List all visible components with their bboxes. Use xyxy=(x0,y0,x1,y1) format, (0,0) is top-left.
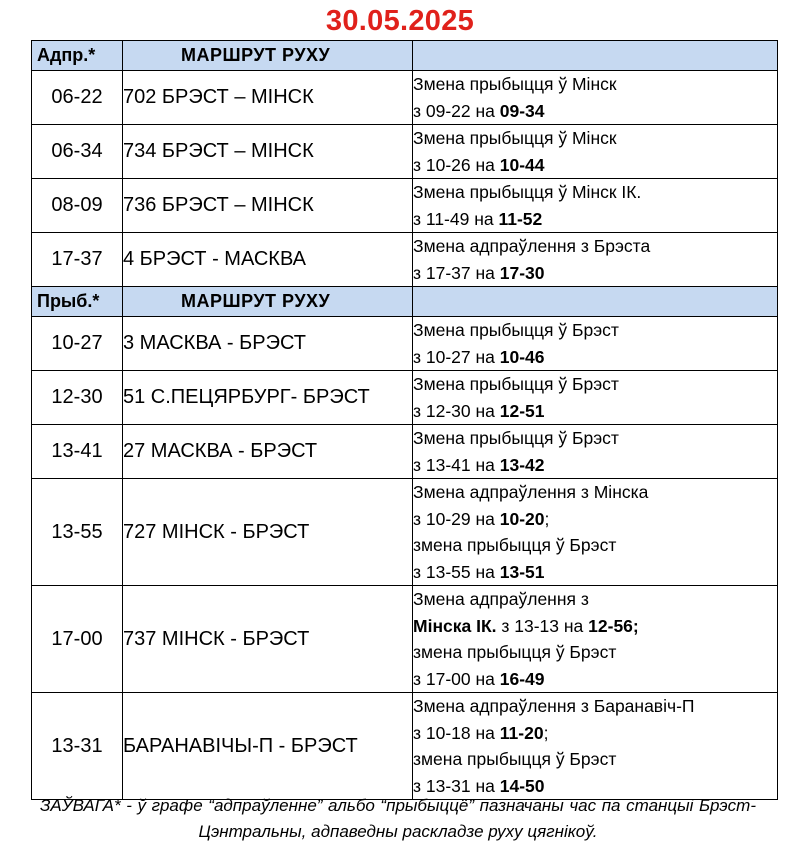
note-line xyxy=(413,317,777,344)
change-note-cell xyxy=(413,586,778,693)
departures-header xyxy=(32,41,778,71)
route-header: МАРШРУТ РУХУ xyxy=(123,287,413,317)
note-line xyxy=(413,479,777,506)
note-line xyxy=(413,344,777,371)
note-line xyxy=(413,532,777,559)
note-text: Змена прыбыцця ў Брэст xyxy=(413,374,619,394)
note-text: змена прыбыцця ў Брэст xyxy=(413,642,617,662)
schedule-table xyxy=(31,40,778,800)
route-cell: 27 МАСКВА - БРЭСТ xyxy=(123,425,413,479)
route-cell: 734 БРЭСТ – МІНСК xyxy=(123,125,413,179)
time-cell: 06-22 xyxy=(32,71,123,125)
departure-time-header: Адпр.* xyxy=(32,41,123,71)
note-line xyxy=(413,666,777,693)
note-text: ; xyxy=(543,722,549,743)
note-line xyxy=(413,452,777,479)
table-row xyxy=(32,693,778,800)
note-text: з 09-22 на xyxy=(413,100,500,121)
new-time-value: 16-49 xyxy=(499,668,545,689)
route-cell: 737 МІНСК - БРЭСТ xyxy=(123,586,413,693)
note-text: Змена адпраўлення з xyxy=(413,589,589,609)
note-text: з 13-41 на xyxy=(413,454,500,475)
table-row xyxy=(32,71,778,125)
change-note-cell xyxy=(413,317,778,371)
change-note-cell xyxy=(413,125,778,179)
table-row xyxy=(32,586,778,693)
note-line xyxy=(413,71,777,98)
note-text: Змена адпраўлення з Мінска xyxy=(413,482,649,502)
note-text: з 17-00 на xyxy=(413,668,500,689)
route-cell: 51 С.ПЕЦЯРБУРГ- БРЭСТ xyxy=(123,371,413,425)
route-cell: БАРАНАВІЧЫ-П - БРЭСТ xyxy=(123,693,413,800)
route-cell: 736 БРЭСТ – МІНСК xyxy=(123,179,413,233)
new-time-value: 11-20 xyxy=(499,722,544,743)
route-cell: 702 БРЭСТ – МІНСК xyxy=(123,71,413,125)
table-row xyxy=(32,233,778,287)
note-text: Змена прыбыцця ў Мінск ІК. xyxy=(413,182,642,202)
note-text: Змена прыбыцця ў Мінск xyxy=(413,128,617,148)
route-cell: 727 МІНСК - БРЭСТ xyxy=(123,479,413,586)
note-line xyxy=(413,206,777,233)
change-header xyxy=(413,287,778,317)
new-time-value: 09-34 xyxy=(499,100,545,121)
note-line xyxy=(413,559,777,586)
table-row xyxy=(32,317,778,371)
note-text: з 10-27 на xyxy=(413,346,500,367)
note-text: з 12-30 на xyxy=(413,400,500,421)
time-cell: 06-34 xyxy=(32,125,123,179)
time-cell: 17-37 xyxy=(32,233,123,287)
change-note-cell xyxy=(413,693,778,800)
note-text: змена прыбыцця ў Брэст xyxy=(413,749,617,769)
note-line xyxy=(413,233,777,260)
note-line xyxy=(413,506,777,533)
note-text: Змена прыбыцця ў Брэст xyxy=(413,320,619,340)
change-note-cell xyxy=(413,179,778,233)
table-row xyxy=(32,371,778,425)
change-note-cell xyxy=(413,479,778,586)
route-cell: 3 МАСКВА - БРЭСТ xyxy=(123,317,413,371)
table-row xyxy=(32,125,778,179)
new-time-value: 12-56; xyxy=(588,615,639,636)
note-text: з 13-55 на xyxy=(413,561,500,582)
arrivals-header xyxy=(32,287,778,317)
note-line xyxy=(413,152,777,179)
note-text: з 10-26 на xyxy=(413,154,500,175)
new-time-value: Мінска ІК. xyxy=(413,615,497,636)
time-cell: 08-09 xyxy=(32,179,123,233)
time-cell: 17-00 xyxy=(32,586,123,693)
new-time-value: 11-52 xyxy=(498,208,543,229)
date-title: 30.05.2025 xyxy=(325,5,475,37)
note-line xyxy=(413,720,777,747)
note-text: ; xyxy=(544,508,550,529)
note-line xyxy=(413,693,777,720)
note-text: змена прыбыцця ў Брэст xyxy=(413,535,617,555)
new-time-value: 12-51 xyxy=(499,400,545,421)
time-cell: 13-31 xyxy=(32,693,123,800)
note-line xyxy=(413,260,777,287)
time-cell: 12-30 xyxy=(32,371,123,425)
note-text: з 10-29 на xyxy=(413,508,500,529)
change-note-cell xyxy=(413,371,778,425)
note-text: Змена адпраўлення з Брэста xyxy=(413,236,651,256)
note-text: з 10-18 на xyxy=(413,722,500,743)
table-row xyxy=(32,179,778,233)
note-line xyxy=(413,746,777,773)
change-note-cell xyxy=(413,425,778,479)
arrival-time-header: Прыб.* xyxy=(32,287,123,317)
new-time-value: 14-50 xyxy=(499,775,545,796)
note-line xyxy=(413,639,777,666)
note-text: Змена адпраўлення з Баранавіч-П xyxy=(413,696,695,716)
route-header: МАРШРУТ РУХУ xyxy=(123,41,413,71)
new-time-value: 17-30 xyxy=(499,262,545,283)
note-line xyxy=(413,425,777,452)
note-text: з 13-13 на xyxy=(496,615,589,636)
new-time-value: 10-20 xyxy=(499,508,545,529)
table-row xyxy=(32,479,778,586)
route-cell: 4 БРЭСТ - МАСКВА xyxy=(123,233,413,287)
new-time-value: 10-44 xyxy=(499,154,545,175)
note-text: Змена прыбыцця ў Мінск xyxy=(413,74,617,94)
note-text: з 17-37 на xyxy=(413,262,500,283)
time-cell: 13-55 xyxy=(32,479,123,586)
change-note-cell xyxy=(413,71,778,125)
note-line xyxy=(413,125,777,152)
new-time-value: 13-42 xyxy=(499,454,545,475)
time-cell: 10-27 xyxy=(32,317,123,371)
note-line xyxy=(413,98,777,125)
note-text: з 13-31 на xyxy=(413,775,500,796)
note-line xyxy=(413,179,777,206)
note-line xyxy=(413,613,777,640)
note-line xyxy=(413,398,777,425)
new-time-value: 10-46 xyxy=(499,346,545,367)
time-cell: 13-41 xyxy=(32,425,123,479)
note-text: з 11-49 на xyxy=(413,208,499,229)
note-line xyxy=(413,371,777,398)
change-header xyxy=(413,41,778,71)
note-text: Змена прыбыцця ў Брэст xyxy=(413,428,619,448)
note-line xyxy=(413,586,777,613)
table-row xyxy=(32,425,778,479)
new-time-value: 13-51 xyxy=(499,561,545,582)
change-note-cell xyxy=(413,233,778,287)
footnote: ЗАЎВАГА* - ў графе “адпраўленне” альбо “прыбыццё” пазначаны час па станцыі Брэст-Цэнтральны, адпаведны раскладзе руху цягнікоў. xyxy=(40,796,756,841)
